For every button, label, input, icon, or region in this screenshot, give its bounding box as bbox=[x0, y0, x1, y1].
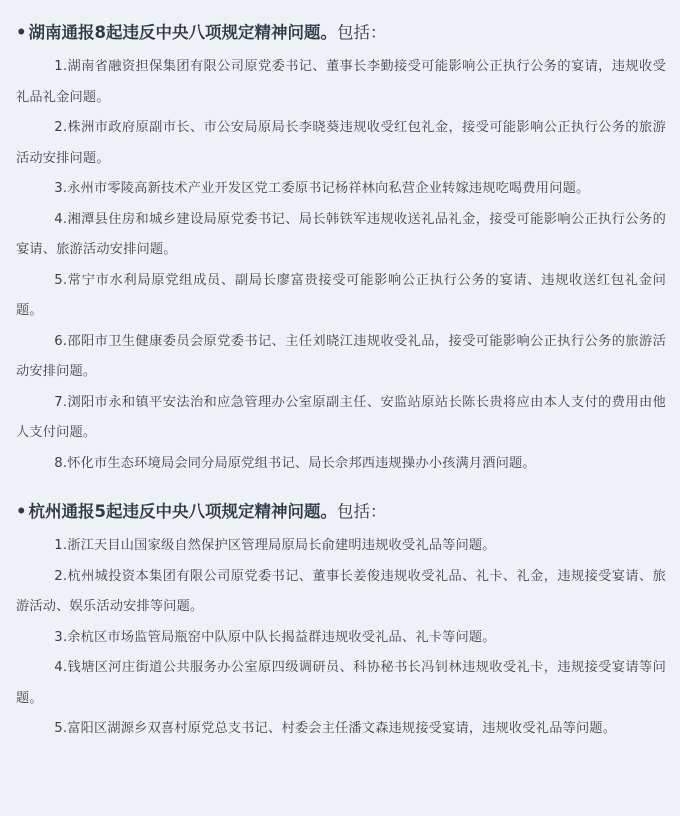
section-heading bbox=[16, 14, 666, 52]
list-item: 1.浙江天目山国家级自然保护区管理局原局长俞建明违规收受礼品等问题。 bbox=[54, 538, 496, 553]
list-item: 2.株洲市政府原副市长、市公安局原局长李晓葵违规收受红包礼金，接受可能影响公正执行公务的旅游活动安排问题。 bbox=[16, 120, 666, 166]
list-item: 5.富阳区湖源乡双喜村原党总支书记、村委会主任潘文森违规接受宴请，违规收受礼品等问题。 bbox=[54, 721, 617, 736]
list-item: 4.钱塘区河庄街道公共服务办公室原四级调研员、科协秘书长冯钊林违规收受礼卡，违规接受宴请等问题。 bbox=[16, 660, 666, 706]
section-title-suffix: 包括： bbox=[337, 502, 387, 521]
section-title-suffix: 包括： bbox=[337, 23, 387, 42]
list-item: 1.湖南省融资担保集团有限公司原党委书记、董事长李勤接受可能影响公正执行公务的宴请，违规收受礼品礼金问题。 bbox=[16, 59, 666, 105]
list-item: 7.浏阳市永和镇平安法治和应急管理办公室原副主任、安监站原站长陈长贵将应由本人支付的费用由他人支付问题。 bbox=[16, 394, 666, 440]
list-item: 6.邵阳市卫生健康委员会原党委书记、主任刘晓江违规收受礼品，接受可能影响公正执行公务的旅游活动安排问题。 bbox=[16, 333, 666, 379]
list-item: 2.杭州城投资本集团有限公司原党委书记、董事长姜俊违规收受礼品、礼卡、礼金，违规接受宴请、旅游活动、娱乐活动安排等问题。 bbox=[16, 568, 666, 614]
section-title: 杭州通报5起违反中央八项规定精神问题。 bbox=[28, 502, 338, 521]
bullet-icon: • bbox=[16, 502, 27, 521]
section-heading bbox=[16, 493, 666, 531]
bullet-icon: • bbox=[16, 23, 27, 42]
list-item: 5.常宁市水利局原党组成员、副局长廖富贵接受可能影响公正执行公务的宴请、违规收送红包礼金问题。 bbox=[16, 272, 666, 318]
list-item: 4.湘潭县住房和城乡建设局原党委书记、局长韩铁军违规收送礼品礼金，接受可能影响公正执行公务的宴请、旅游活动安排问题。 bbox=[16, 211, 666, 257]
list-item: 3.永州市零陵高新技术产业开发区党工委原书记杨祥林向私营企业转嫁违规吃喝费用问题。 bbox=[54, 181, 590, 196]
section-hangzhou bbox=[16, 493, 666, 745]
section-hunan bbox=[16, 14, 666, 479]
list-item: 3.余杭区市场监管局瓶窑中队原中队长揭益群违规收受礼品、礼卡等问题。 bbox=[54, 629, 496, 645]
list-item: 8.怀化市生态环境局会同分局原党组书记、局长佘邦西违规操办小孩满月酒问题。 bbox=[54, 455, 536, 471]
section-title: 湖南通报8起违反中央八项规定精神问题。 bbox=[28, 23, 338, 42]
